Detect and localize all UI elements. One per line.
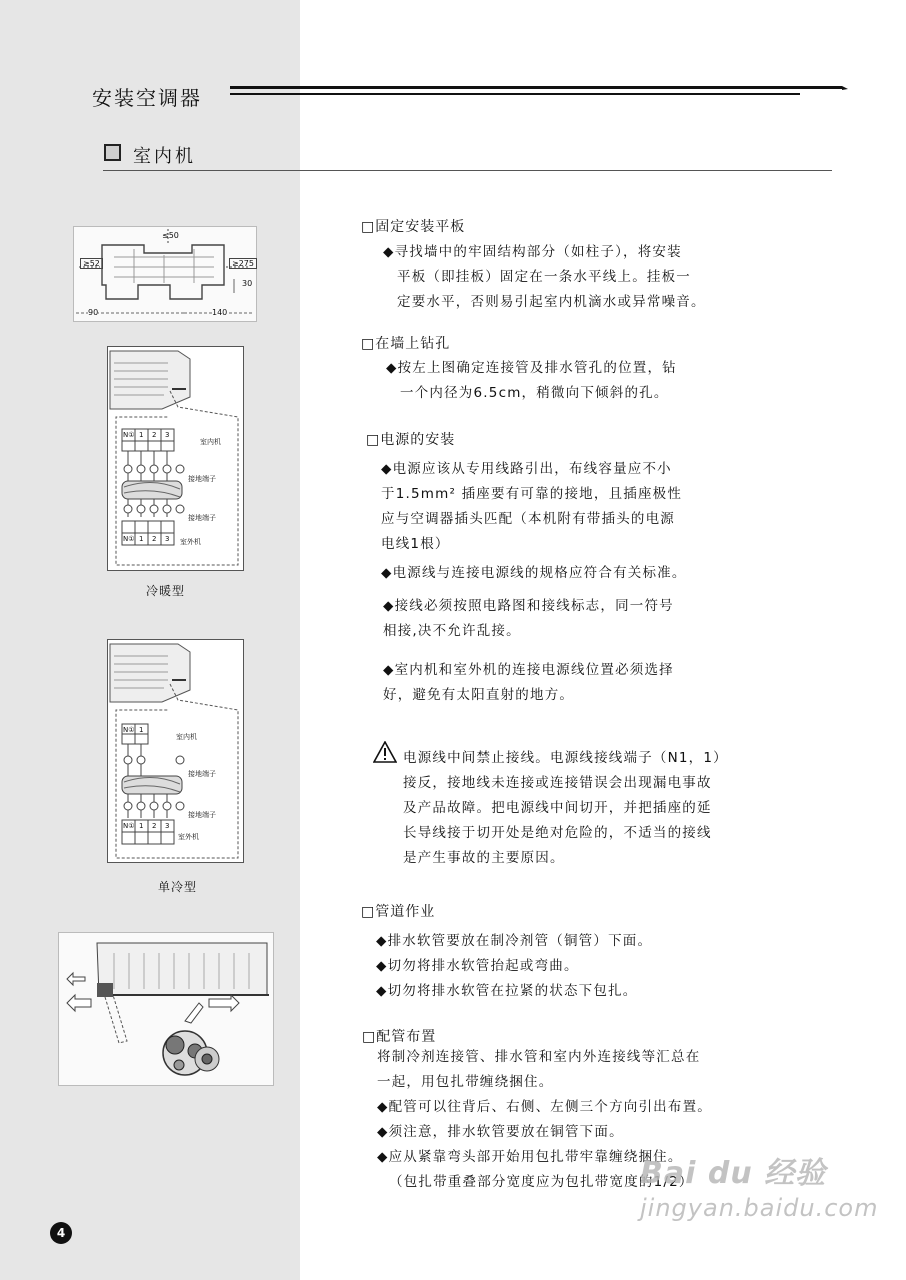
cell: 3: [165, 822, 170, 830]
page-title: 安装空调器: [92, 86, 202, 110]
cell: 1: [139, 431, 144, 439]
caption-cooling-only: 单冷型: [158, 880, 198, 894]
text-power-p4: [383, 658, 674, 708]
dim-bottom-right: 140: [212, 308, 228, 317]
section-checkbox-icon: [104, 144, 121, 161]
cell: 3: [165, 431, 170, 439]
line: 一个内径为6.5cm，稍微向下倾斜的孔。: [400, 385, 669, 401]
dim-bottom-left: 90: [88, 308, 99, 317]
label-ground-bottom: 接地端子: [188, 514, 216, 522]
line: ◆接线必须按照电路图和接线标志，同一符号: [383, 598, 674, 614]
dim-top: ≤50: [162, 231, 179, 240]
text-power-p2: ◆电源线与连接电源线的规格应符合有关标准。: [381, 565, 687, 581]
line: ◆须注意，排水软管要放在铜管下面。: [377, 1124, 624, 1140]
line: （包扎带重叠部分宽度应为包扎带宽度的1/2）: [389, 1174, 694, 1190]
wiring-figure-heat-pump: [107, 346, 244, 571]
text-piping: [376, 929, 652, 1004]
heading-pipe-arrangement: □配管布置: [362, 1029, 437, 1045]
watermark: [640, 1148, 878, 1222]
line: 好，避免有太阳直射的地方。: [383, 687, 575, 703]
mounting-plate-drawing: [74, 227, 256, 321]
line: ◆室内机和室外机的连接电源线位置必须选择: [383, 662, 674, 678]
wiring-figure-cooling-only: [107, 639, 244, 863]
cell: 1: [139, 726, 144, 734]
cell: 1: [139, 535, 144, 543]
page-number: 4: [50, 1222, 72, 1244]
line: 一起，用包扎带缠绕捆住。: [377, 1074, 554, 1090]
line: 接反，接地线未连接或连接错误会出现漏电事故: [403, 775, 712, 791]
watermark-logo: Bai du 经验: [640, 1156, 827, 1191]
cell: 2: [152, 822, 157, 830]
line: ◆应从紧靠弯头部开始用包扎带牢靠缠绕捆住。: [377, 1149, 683, 1165]
text-drill-hole: [386, 356, 677, 406]
cell: 2: [152, 431, 157, 439]
line: ◆寻找墙中的牢固结构部分（如柱子），将安装: [383, 244, 682, 260]
line: ◆电源应该从专用线路引出，布线容量应不小: [381, 461, 672, 477]
line: ◆配管可以往背后、右侧、左侧三个方向引出布置。: [377, 1099, 712, 1115]
line: ◆切勿将排水软管在拉紧的状态下包扎。: [376, 983, 638, 999]
line: ◆按左上图确定连接管及排水管孔的位置，钻: [386, 360, 677, 376]
heading-piping: □管道作业: [361, 904, 436, 920]
watermark-url: jingyan.baidu.com: [640, 1194, 879, 1222]
line: 定要水平，否则易引起室内机滴水或异常噪音。: [397, 294, 706, 310]
piping-drawing: [59, 933, 273, 1085]
line: 及产品故障。把电源线中间切开，并把插座的延: [403, 800, 712, 816]
line: 平板（即挂板）固定在一条水平线上。挂板一: [397, 269, 691, 285]
line: ◆切勿将排水软管抬起或弯曲。: [376, 958, 579, 974]
section-title: 室内机: [133, 146, 196, 167]
label-indoor: 室内机: [176, 733, 197, 741]
mounting-plate-figure: [73, 226, 257, 322]
warning-text: [403, 746, 728, 871]
heading-power-supply: □电源的安装: [366, 432, 456, 448]
line: ◆排水软管要放在制冷剂管（铜管）下面。: [376, 933, 653, 949]
label-outdoor: 室外机: [180, 538, 201, 546]
line: 将制冷剂连接管、排水管和室内外连接线等汇总在: [377, 1049, 701, 1065]
cell: 2: [152, 535, 157, 543]
cell: N①: [123, 822, 135, 830]
dim-height: 30: [242, 279, 253, 288]
line: 于1.5mm² 插座要有可靠的接地，且插座极性: [381, 486, 683, 502]
text-mounting-plate: [383, 240, 706, 315]
line: 应与空调器插头匹配（本机附有带插头的电源: [381, 511, 675, 527]
text-power-p3: [383, 594, 674, 644]
cell: N①: [123, 431, 135, 439]
label-ground-top: 接地端子: [188, 475, 216, 483]
section-rule: [103, 170, 832, 171]
line: 电源线中间禁止接线。电源线接线端子（N1，1）: [403, 750, 728, 766]
dim-right: ≥275: [229, 258, 257, 269]
heading-mounting-plate: □固定安装平板: [361, 219, 466, 235]
heading-drill-hole: □在墙上钻孔: [361, 336, 451, 352]
text-power-p1: [381, 457, 682, 557]
cell: N①: [123, 726, 135, 734]
label-indoor: 室内机: [200, 438, 221, 446]
label-outdoor: 室外机: [178, 833, 199, 841]
title-rule: [230, 84, 850, 100]
piping-figure: [58, 932, 274, 1086]
cell: 3: [165, 535, 170, 543]
label-ground-top: 接地端子: [188, 770, 216, 778]
label-ground-bottom: 接地端子: [188, 811, 216, 819]
caption-heat-pump: 冷暖型: [146, 584, 186, 598]
warning-icon: [373, 741, 397, 763]
dim-left: ≥52: [80, 258, 103, 269]
cell: N①: [123, 535, 135, 543]
line: 相接,决不允许乱接。: [383, 623, 521, 639]
line: 是产生事故的主要原因。: [403, 850, 565, 866]
line: 长导线接于切开处是绝对危险的，不适当的接线: [403, 825, 712, 841]
cell: 1: [139, 822, 144, 830]
line: 电线1根）: [381, 536, 450, 552]
